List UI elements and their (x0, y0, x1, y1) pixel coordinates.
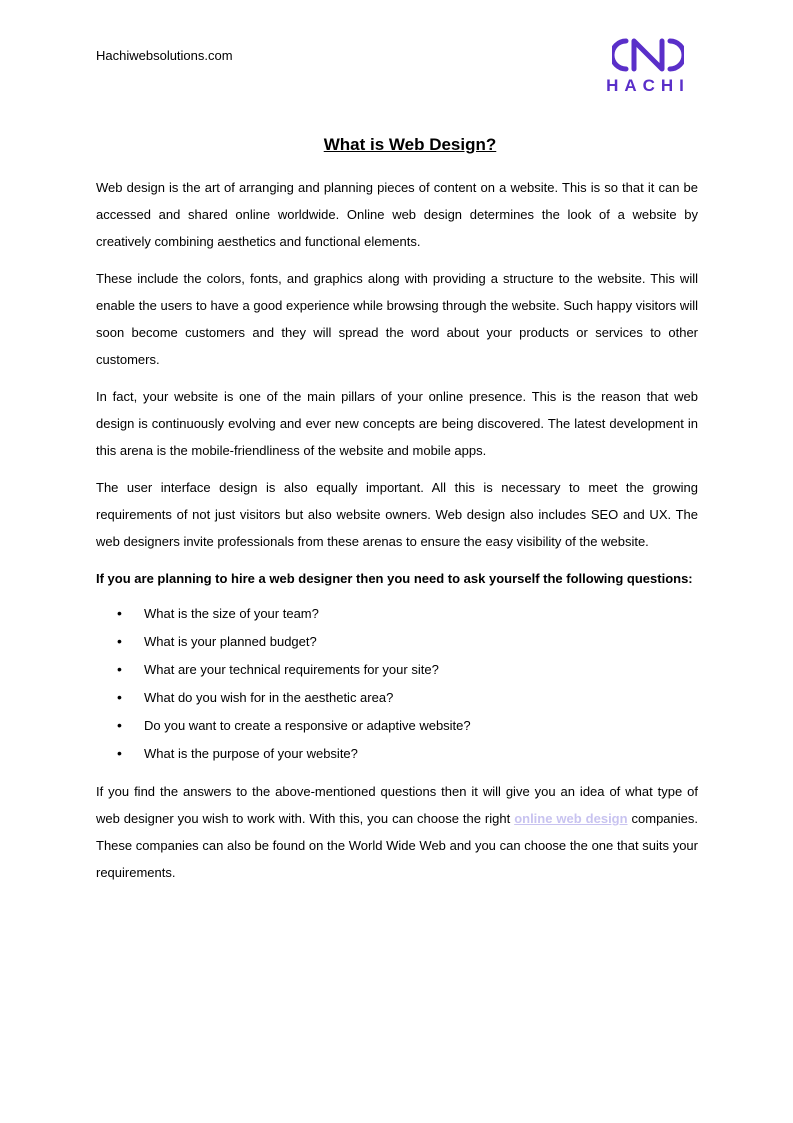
paragraph-intro: Web design is the art of arranging and planning pieces of content on a website. This is so that it can be accessed and shared online worldwide. Online web design determines the look of a website by creatively combining aesthetics and functional elements. (96, 180, 698, 249)
bullet-icon: • (117, 689, 122, 705)
bullet-icon: • (117, 633, 122, 649)
list-item (96, 684, 698, 712)
questions-heading: If you are planning to hire a web designer then you need to ask yourself the following questions: (96, 571, 693, 586)
list-item (96, 712, 698, 740)
bullet-icon: • (117, 605, 122, 621)
closing-text-before: If you find the answers to the above-mentioned questions then it will give you an idea of what type of web designer you wish to work with. With this, you can choose the right (96, 784, 698, 826)
list-item-text: What is the size of your team? (144, 606, 319, 621)
list-item-text: Do you want to create a responsive or adaptive website? (144, 718, 471, 733)
closing-text-after: companies. These companies can also be found on the World Wide Web and you can choose the one that suits your requirements. (96, 811, 699, 880)
list-item (96, 600, 698, 628)
article-body (96, 134, 698, 896)
paragraph-online-presence: In fact, your website is one of the main pillars of your online presence. This is the reason that web design is continuously evolving and ever new concepts are being discovered. The latest development in this arena is the mobile-friendliness of the website and mobile apps. (96, 389, 698, 458)
paragraph-elements: These include the colors, fonts, and graphics along with providing a structure to the website. This will enable the users to have a good experience while browsing through the website. Such happy visitors will soon become customers and they will spread the word about your products or services to other customers. (96, 271, 698, 367)
questions-list (96, 600, 698, 768)
hachi-logo (596, 36, 700, 96)
page-title: What is Web Design? (323, 135, 497, 154)
list-item (96, 740, 698, 768)
list-item-text: What is your planned budget? (144, 634, 317, 649)
hachi-logo-mark-icon (612, 36, 684, 74)
list-item-text: What do you wish for in the aesthetic area? (144, 690, 394, 705)
site-name: Hachiwebsolutions.com (96, 48, 233, 63)
list-item (96, 656, 698, 684)
paragraph-ui-design: The user interface design is also equally important. All this is necessary to meet the growing requirements of not just visitors but also website owners. Web design also includes SEO and UX. The web designers invite professionals from these arenas to ensure the easy visibility of the website. (96, 480, 698, 549)
list-item-text: What is the purpose of your website? (144, 746, 358, 761)
logo-wordmark: HACHI (606, 76, 690, 95)
list-item (96, 628, 698, 656)
bullet-icon: • (117, 661, 122, 677)
list-item-text: What are your technical requirements for your site? (144, 662, 439, 677)
bullet-icon: • (117, 745, 122, 761)
bullet-icon: • (117, 717, 122, 733)
online-web-design-link[interactable]: online web design (514, 811, 628, 826)
paragraph-closing (96, 778, 698, 886)
